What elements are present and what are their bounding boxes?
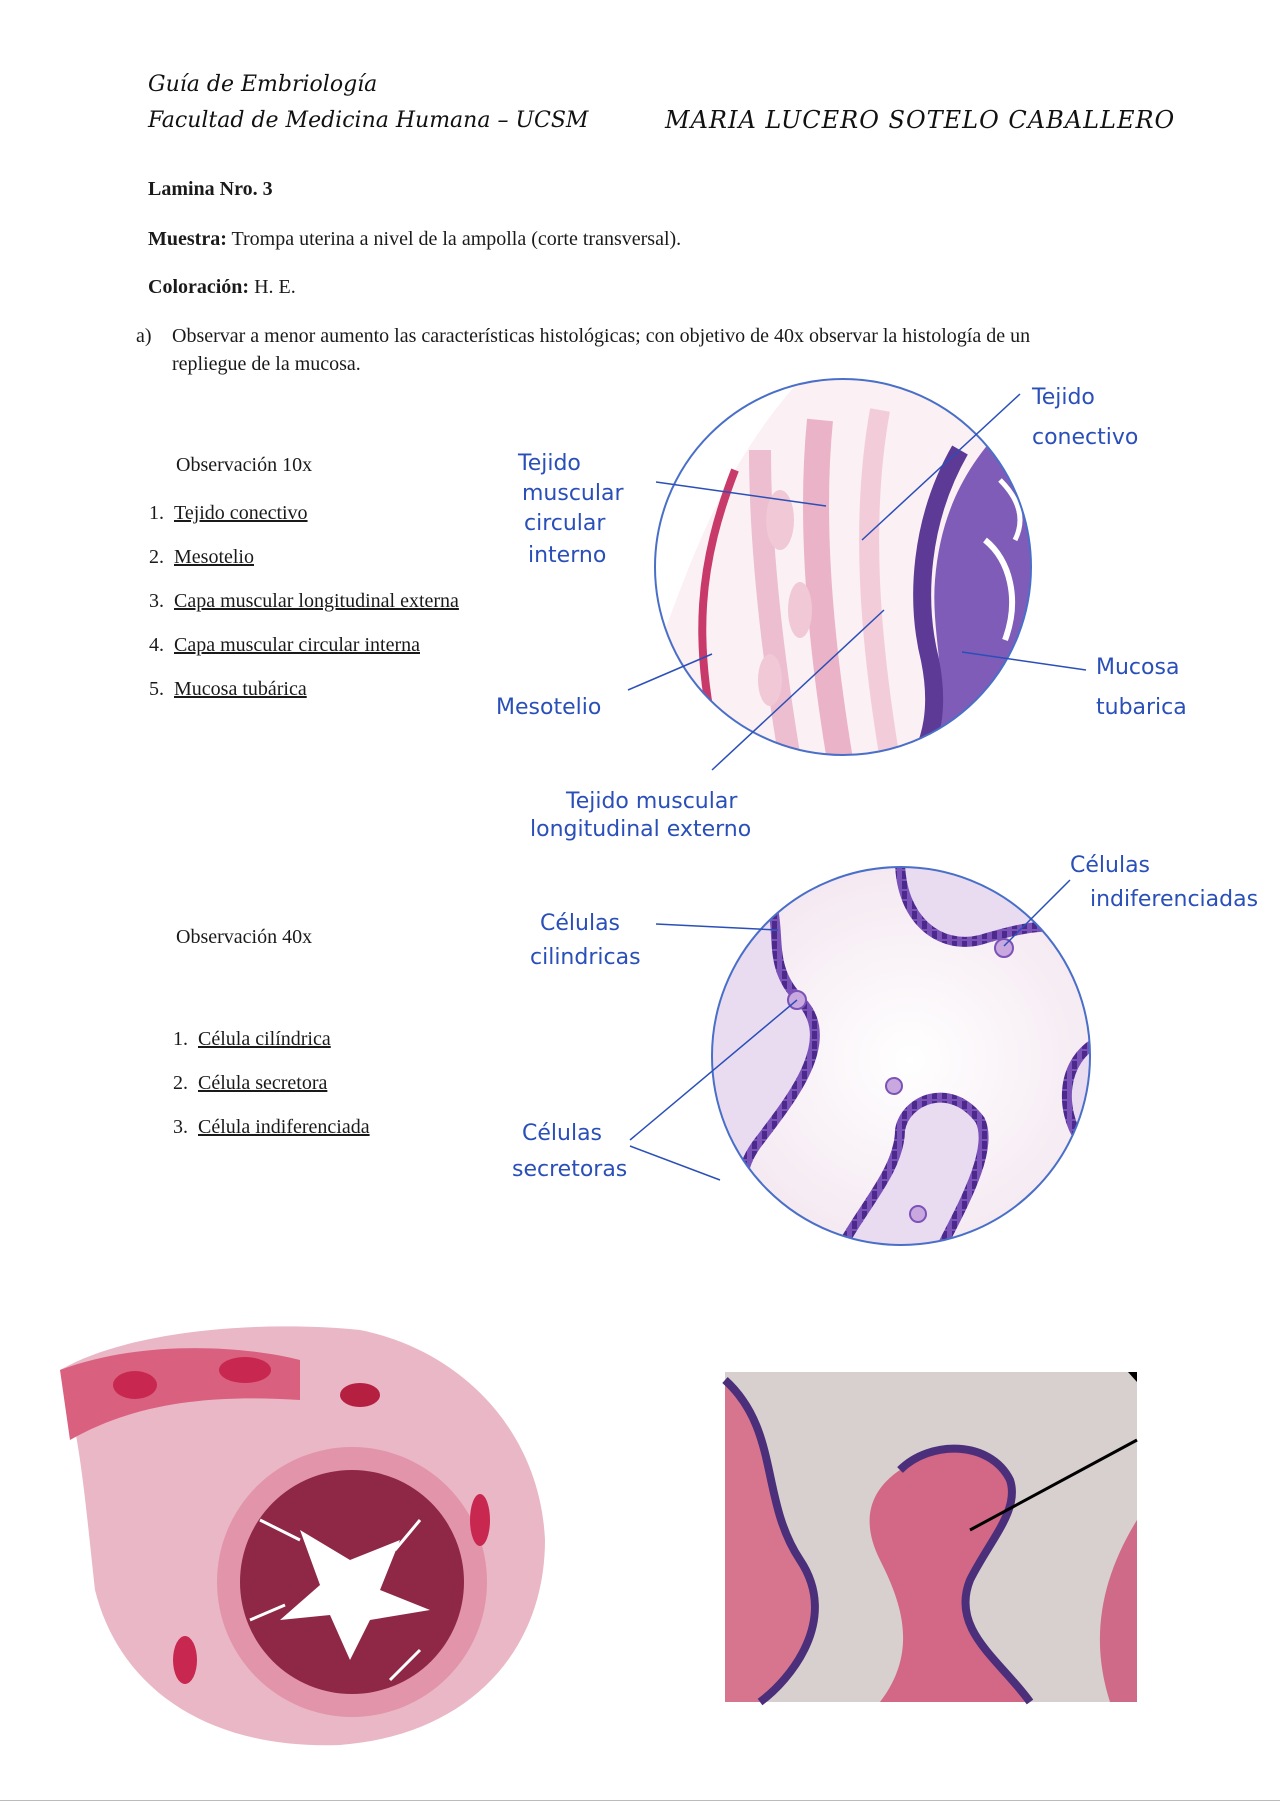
label-secretoras-1: Células bbox=[522, 1121, 603, 1146]
list-item: 1. Tejido conectivo bbox=[149, 502, 308, 524]
instruction-text: Observar a menor aumento las características histológicas; con objetivo de 40x observar la histología de un repliegue de la mucosa. bbox=[172, 325, 1031, 375]
micrograph-low-power bbox=[52, 1320, 558, 1755]
label-muscular-circular-3: circular bbox=[524, 511, 606, 536]
label-muscular-circular-1: Tejido bbox=[518, 451, 581, 476]
micrograph-high-power bbox=[725, 1372, 1137, 1702]
label-muscular-circular-2: muscular bbox=[522, 481, 624, 506]
label-cilindricas-2: cilindricas bbox=[530, 945, 641, 970]
label-tejido-conectivo-2: conectivo bbox=[1032, 425, 1139, 450]
stain-value: H. E. bbox=[254, 276, 296, 298]
obs40-title: Observación 40x bbox=[176, 926, 313, 948]
faculty-title: Facultad de Medicina Humana – UCSM bbox=[148, 108, 589, 133]
guide-title: Guía de Embriología bbox=[148, 72, 378, 97]
list-item: 2. Célula secretora bbox=[173, 1072, 328, 1094]
sample-label: Muestra: bbox=[148, 228, 227, 250]
page-divider bbox=[0, 1800, 1280, 1801]
label-mesotelio: Mesotelio bbox=[496, 695, 602, 720]
obs10-title: Observación 10x bbox=[176, 454, 313, 476]
label-muscular-longitudinal-2: longitudinal externo bbox=[530, 817, 752, 842]
label-muscular-longitudinal-1: Tejido muscular bbox=[566, 789, 738, 814]
list-item: 3. Capa muscular longitudinal externa bbox=[149, 590, 459, 612]
stain-label: Coloración: bbox=[148, 276, 250, 298]
label-indiferenciadas-2: indiferenciadas bbox=[1090, 887, 1259, 912]
list-item: 5. Mucosa tubárica bbox=[149, 678, 307, 700]
list-item: 4. Capa muscular circular interna bbox=[149, 634, 420, 656]
label-indiferenciadas-1: Células bbox=[1070, 853, 1151, 878]
drawing-10x bbox=[640, 370, 1060, 770]
sample-value: Trompa uterina a nivel de la ampolla (corte transversal). bbox=[231, 228, 682, 250]
plate-title: Lamina Nro. 3 bbox=[148, 178, 273, 200]
label-mucosa-1: Mucosa bbox=[1096, 655, 1180, 680]
label-muscular-circular-4: interno bbox=[528, 543, 607, 568]
label-tejido-conectivo-1: Tejido bbox=[1032, 385, 1095, 410]
list-item: 1. Célula cilíndrica bbox=[173, 1028, 331, 1050]
list-item: 2. Mesotelio bbox=[149, 546, 254, 568]
drawing-40x bbox=[700, 860, 1120, 1260]
instruction-label: a) bbox=[136, 325, 152, 347]
label-cilindricas-1: Células bbox=[540, 911, 621, 936]
list-item: 3. Célula indiferenciada bbox=[173, 1116, 370, 1138]
author-name: MARIA LUCERO SOTELO CABALLERO bbox=[665, 106, 1176, 134]
label-secretoras-2: secretoras bbox=[512, 1157, 628, 1182]
label-mucosa-2: tubarica bbox=[1096, 695, 1187, 720]
